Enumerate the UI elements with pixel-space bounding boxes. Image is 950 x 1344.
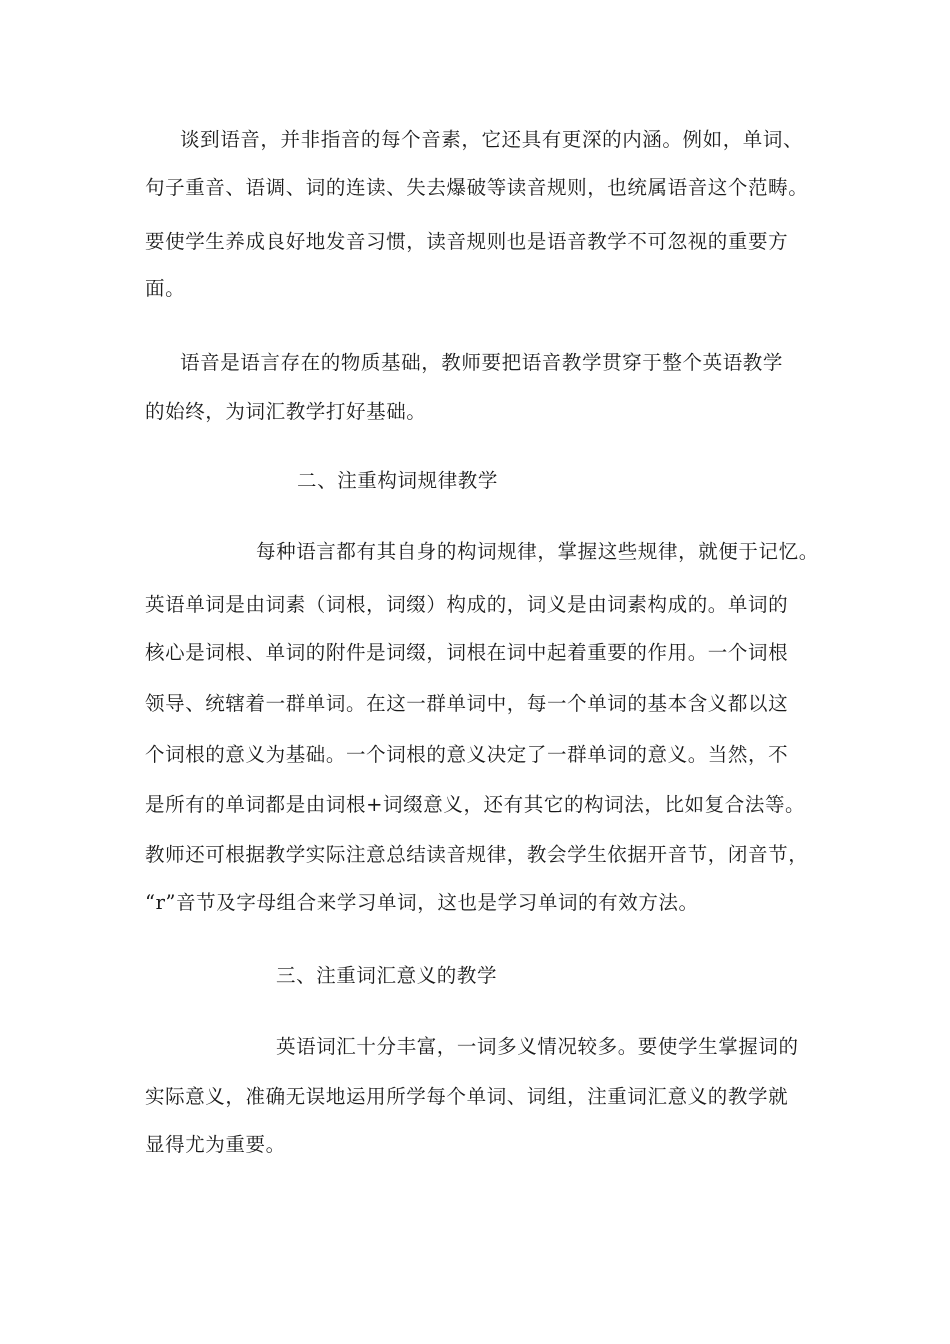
paragraph-4-line-1: 英语词汇十分丰富，一词多义情况较多。要使学生掌握词的 xyxy=(276,1035,799,1058)
paragraph-1-line-2: 句子重音、语调、词的连读、失去爆破等读音规则，也统属语音这个范畴。 xyxy=(145,176,809,199)
paragraph-3-line-2: 英语单词是由词素（词根，词缀）构成的，词义是由词素构成的。单词的 xyxy=(145,593,789,616)
paragraph-3-line-4: 领导、统辖着一群单词。在这一群单词中，每一个单词的基本含义都以这 xyxy=(145,692,789,715)
paragraph-3-line-5: 个词根的意义为基础。一个词根的意义决定了一群单词的意义。当然，不 xyxy=(145,743,789,766)
paragraph-1-line-4: 面。 xyxy=(145,277,186,300)
paragraph-4-line-2: 实际意义，准确无误地运用所学每个单词、词组，注重词汇意义的教学就 xyxy=(145,1085,789,1108)
section-heading-3: 三、注重词汇意义的教学 xyxy=(276,964,498,987)
paragraph-3-line-6: 是所有的单词都是由词根+词缀意义，还有其它的构词法，比如复合法等。 xyxy=(145,793,806,816)
paragraph-3-line-7: 教师还可根据教学实际注意总结读音规律，教会学生依据开音节，闭音节， xyxy=(145,843,809,866)
paragraph-3-line-8: “r”音节及字母组合来学习单词，这也是学习单词的有效方法。 xyxy=(145,891,699,914)
paragraph-3-line-3: 核心是词根、单词的附件是词缀，词根在词中起着重要的作用。一个词根 xyxy=(145,641,789,664)
paragraph-2-line-1: 语音是语言存在的物质基础，教师要把语音教学贯穿于整个英语教学 xyxy=(180,351,784,374)
paragraph-1-line-3: 要使学生养成良好地发音习惯，读音规则也是语音教学不可忽视的重要方 xyxy=(145,230,789,253)
section-heading-2: 二、注重构词规律教学 xyxy=(297,469,499,492)
paragraph-1-line-1: 谈到语音，并非指音的每个音素，它还具有更深的内涵。例如，单词、 xyxy=(180,128,804,151)
paragraph-4-line-3: 显得尤为重要。 xyxy=(145,1133,286,1156)
paragraph-2-line-2: 的始终，为词汇教学打好基础。 xyxy=(145,400,427,423)
paragraph-3-line-1: 每种语言都有其自身的构词规律，掌握这些规律，就便于记忆。 xyxy=(256,540,819,563)
